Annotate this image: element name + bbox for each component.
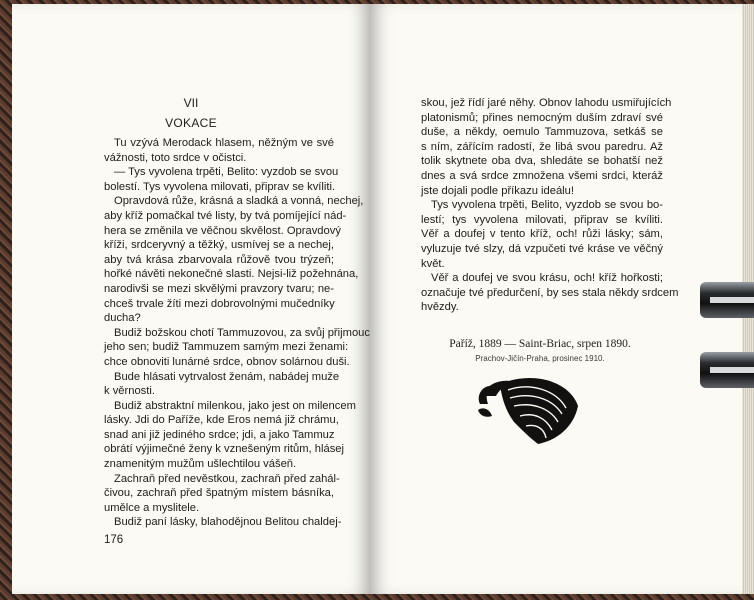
text-line: tolik skytnete oba dva, shledáte se bohatší než <box>421 155 663 168</box>
text-line: ducha? <box>104 312 141 325</box>
text-line: skou, jež řídí jaré něhy. Obnov lahodu usmiřujících <box>421 97 672 109</box>
text-line: platonismů; přines nemocným duším zdraví své <box>421 111 663 124</box>
text-line: Bude hlásati vytrvalost ženám, nabádej muže <box>114 370 340 383</box>
text-line: dnes a svá srdce zmnožena všemi srdci, kteráž <box>421 169 663 182</box>
left-page <box>12 4 370 594</box>
text-line: hořké návěti nekonečné slasti. Nejsi-liž požehnána, <box>104 268 359 281</box>
text-line: Opravdová růže, krásná a sladká a vonná, nechej, <box>114 195 364 208</box>
text-line: chceš trvale žíti mezi dobrovolnými mučedníky <box>104 297 335 310</box>
right-page <box>370 4 742 594</box>
binder-clip-bottom <box>700 352 754 388</box>
text-line: kříži, srdceryvný a těžký, usmívej se a nechej, <box>104 239 334 252</box>
text-line: duše, a někdy, oemulo Tammuzova, setkáš se <box>421 126 663 139</box>
text-line: jste dojali podle příkazu ideálu! <box>421 184 574 197</box>
text-line: — Tys vyvolena trpěti, Belito: vyzdob se svou <box>114 166 339 179</box>
vignette-ornament <box>474 366 584 446</box>
text-line: hera se změnila ve věčnou skvělost. Opravdový <box>104 224 341 237</box>
text-line: s ním, zářícím radostí, že libá svou paredru. Až <box>421 140 663 153</box>
text-line: Budiž abstraktní milenkou, jako jest on milencem <box>114 399 356 412</box>
text-line: bolestí. Tys vyvolena milovati, připrav se kvíliti. <box>104 180 336 193</box>
text-line: vyluzuje tvé slzy, dá vzpučeti tvé krásе ve věčný <box>421 242 663 255</box>
text-line: jeho sen; budiž Tammuzem samým mezi ženami: <box>104 341 349 354</box>
text-line: Věř a doufej v tento kříž, och! růži lásky; sám, <box>421 228 663 241</box>
left-body-text <box>104 136 370 530</box>
text-line: narodivši se mezi skvělými pravzory tvaru; ne- <box>104 282 334 295</box>
text-line: označuje tvé předurčení, by ses stala někdy srdcem <box>421 286 679 299</box>
text-line: hvězdy. <box>421 301 459 314</box>
chapter-number: VII <box>183 96 199 110</box>
text-line: čivou, zachraň před špatným místem básníka, <box>104 487 334 500</box>
text-line: lestí; tys vyvolena milovati, připrav se kvíliti. <box>421 213 663 226</box>
text-line: snad ani již jediného srdce; jdi, a jako Tammuz <box>104 428 335 441</box>
text-line: umělce a myslitele. <box>104 501 200 514</box>
text-line: Tys vyvolena trpěti, Belito, vyzdob se svou bo- <box>431 199 663 212</box>
text-line: Budiž paní lásky, blahodějnou Belitou chaldej- <box>114 516 342 529</box>
text-line: aby tvá krása zbarvovala růžově tvou trýzeň; <box>104 253 334 266</box>
text-line: lásky. Jdi do Paříže, kde Eros nemá již chrámu, <box>104 414 339 427</box>
page-number: 176 <box>104 534 124 546</box>
text-line: chce obnoviti lunárné srdce, obnov solárnou duši. <box>104 355 350 368</box>
text-line: aby kříž pomačkal tvé listy, by tvá pomíjející nád- <box>104 209 347 222</box>
right-body-text <box>421 96 679 315</box>
text-line: znamenitým mužům ušlechtilou vášeň. <box>104 458 297 471</box>
text-line: k věrnosti. <box>104 385 155 398</box>
printer-colophon: Prachov-Jičín-Praha, prosinec 1910. <box>475 354 605 363</box>
dateline: Paříž, 1889 — Saint-Briac, srpen 1890. <box>449 338 631 350</box>
text-line: Zachraň před nevěstkou, zachraň před zahál- <box>114 472 340 485</box>
text-line: vážnosti, toto srdce v očistci. <box>104 151 247 164</box>
text-line: Tu vzývá Merodack hlasem, něžným ve své <box>114 137 334 149</box>
chapter-title: VOKACE <box>165 116 217 130</box>
text-line: Věř a doufej ve svou krásu, och! kříž hořkosti; <box>431 272 663 285</box>
text-line: obrátí výjimečné ženy k vznešeným ritům, hlásej <box>104 443 345 456</box>
text-line: Budiž božskou chotí Tammuzovou, za svůj přijmouc <box>114 326 370 339</box>
binder-clip-top <box>700 282 754 318</box>
text-line: květ. <box>421 257 445 270</box>
